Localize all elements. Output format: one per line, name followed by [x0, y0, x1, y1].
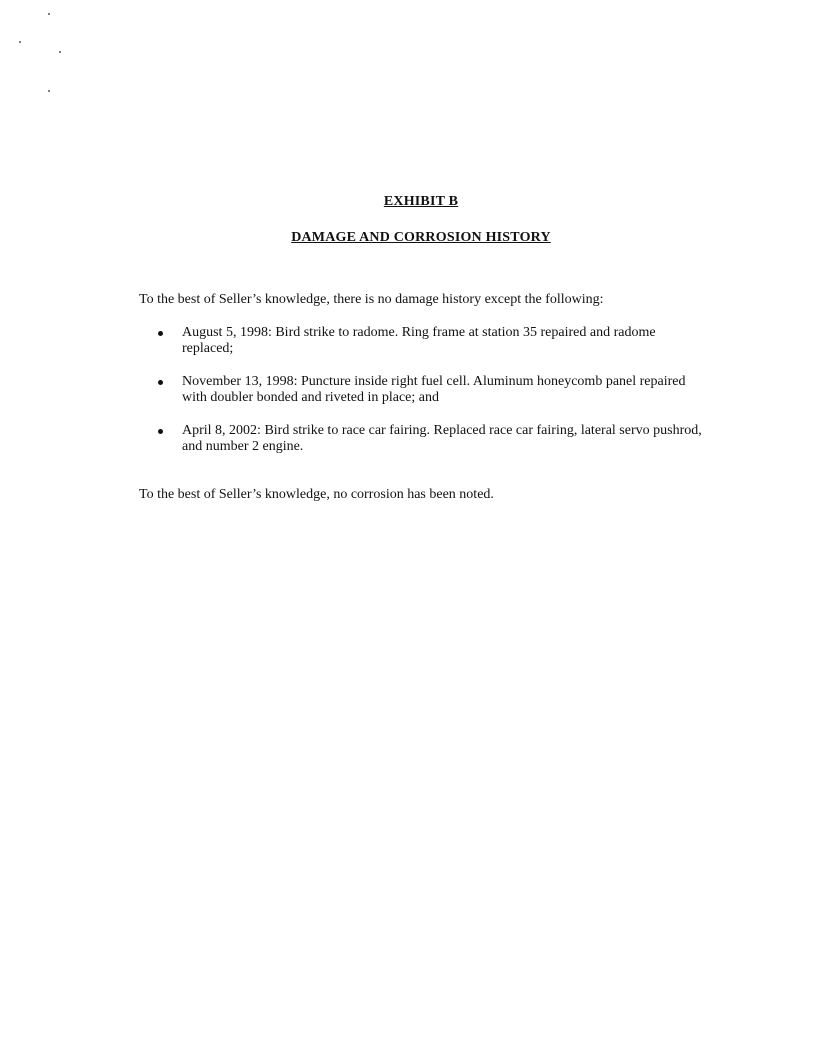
scan-speck: [48, 13, 50, 15]
list-item: [150, 374, 710, 406]
damage-history-list: [150, 325, 710, 472]
conclusion-paragraph: To the best of Seller’s knowledge, no corrosion has been noted.: [139, 487, 494, 502]
exhibit-title: EXHIBIT B: [383, 194, 459, 209]
list-item-text: April 8, 2002: Bird strike to race car fairing. Replaced race car fairing, lateral servo pushrod, and number 2 engine.: [182, 423, 702, 454]
list-item-text: November 13, 1998: Puncture inside right fuel cell. Aluminum honeycomb panel repaired with doubler bonded and riveted in place; and: [182, 374, 686, 405]
bullet-icon: [158, 331, 163, 336]
list-item-text: August 5, 1998: Bird strike to radome. Ring frame at station 35 repaired and radome replaced;: [182, 325, 656, 356]
bullet-icon: [158, 429, 163, 434]
list-item: [150, 423, 710, 455]
scan-speck: [59, 51, 61, 53]
intro-paragraph: To the best of Seller’s knowledge, there is no damage history except the following:: [139, 292, 604, 307]
scan-speck: [19, 41, 21, 43]
list-item: [150, 325, 710, 357]
section-title: DAMAGE AND CORROSION HISTORY: [291, 230, 551, 245]
bullet-icon: [158, 380, 163, 385]
scan-speck: [48, 90, 50, 92]
